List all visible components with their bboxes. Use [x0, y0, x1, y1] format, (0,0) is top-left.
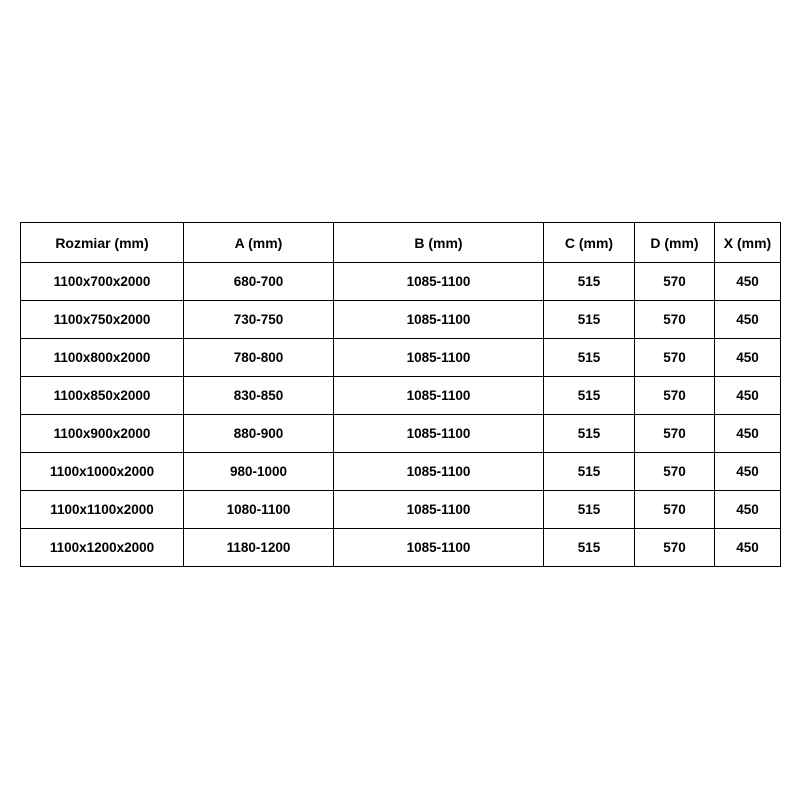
- cell-c: 515: [544, 301, 635, 339]
- column-header-b: B (mm): [334, 223, 544, 263]
- cell-x: 450: [715, 529, 781, 567]
- cell-x: 450: [715, 339, 781, 377]
- cell-x: 450: [715, 415, 781, 453]
- cell-size: 1100x1200x2000: [21, 529, 184, 567]
- table-row: [21, 377, 781, 415]
- cell-c: 515: [544, 339, 635, 377]
- table-row: [21, 491, 781, 529]
- table-header-row: [21, 223, 781, 263]
- cell-x: 450: [715, 453, 781, 491]
- cell-x: 450: [715, 491, 781, 529]
- cell-a: 880-900: [184, 415, 334, 453]
- cell-d: 570: [635, 301, 715, 339]
- cell-x: 450: [715, 263, 781, 301]
- cell-a: 680-700: [184, 263, 334, 301]
- dimensions-table: [20, 222, 781, 567]
- cell-d: 570: [635, 263, 715, 301]
- cell-c: 515: [544, 377, 635, 415]
- table-row: [21, 415, 781, 453]
- cell-a: 1080-1100: [184, 491, 334, 529]
- cell-b: 1085-1100: [334, 529, 544, 567]
- cell-size: 1100x750x2000: [21, 301, 184, 339]
- cell-b: 1085-1100: [334, 415, 544, 453]
- cell-b: 1085-1100: [334, 339, 544, 377]
- cell-a: 730-750: [184, 301, 334, 339]
- cell-b: 1085-1100: [334, 377, 544, 415]
- table-row: [21, 263, 781, 301]
- cell-a: 980-1000: [184, 453, 334, 491]
- cell-d: 570: [635, 377, 715, 415]
- cell-size: 1100x800x2000: [21, 339, 184, 377]
- column-header-d: D (mm): [635, 223, 715, 263]
- cell-b: 1085-1100: [334, 491, 544, 529]
- cell-c: 515: [544, 491, 635, 529]
- cell-a: 780-800: [184, 339, 334, 377]
- cell-c: 515: [544, 263, 635, 301]
- cell-a: 830-850: [184, 377, 334, 415]
- cell-size: 1100x850x2000: [21, 377, 184, 415]
- cell-a: 1180-1200: [184, 529, 334, 567]
- cell-b: 1085-1100: [334, 453, 544, 491]
- table-row: [21, 339, 781, 377]
- cell-x: 450: [715, 301, 781, 339]
- cell-size: 1100x900x2000: [21, 415, 184, 453]
- column-header-a: A (mm): [184, 223, 334, 263]
- size-table-container: [20, 222, 780, 567]
- table-row: [21, 529, 781, 567]
- table-row: [21, 453, 781, 491]
- cell-size: 1100x1100x2000: [21, 491, 184, 529]
- cell-d: 570: [635, 453, 715, 491]
- cell-x: 450: [715, 377, 781, 415]
- cell-size: 1100x1000x2000: [21, 453, 184, 491]
- cell-c: 515: [544, 529, 635, 567]
- column-header-c: C (mm): [544, 223, 635, 263]
- table-row: [21, 301, 781, 339]
- cell-b: 1085-1100: [334, 301, 544, 339]
- cell-d: 570: [635, 415, 715, 453]
- cell-c: 515: [544, 415, 635, 453]
- cell-c: 515: [544, 453, 635, 491]
- cell-b: 1085-1100: [334, 263, 544, 301]
- cell-size: 1100x700x2000: [21, 263, 184, 301]
- cell-d: 570: [635, 339, 715, 377]
- cell-d: 570: [635, 491, 715, 529]
- cell-d: 570: [635, 529, 715, 567]
- column-header-size: Rozmiar (mm): [21, 223, 184, 263]
- column-header-x: X (mm): [715, 223, 781, 263]
